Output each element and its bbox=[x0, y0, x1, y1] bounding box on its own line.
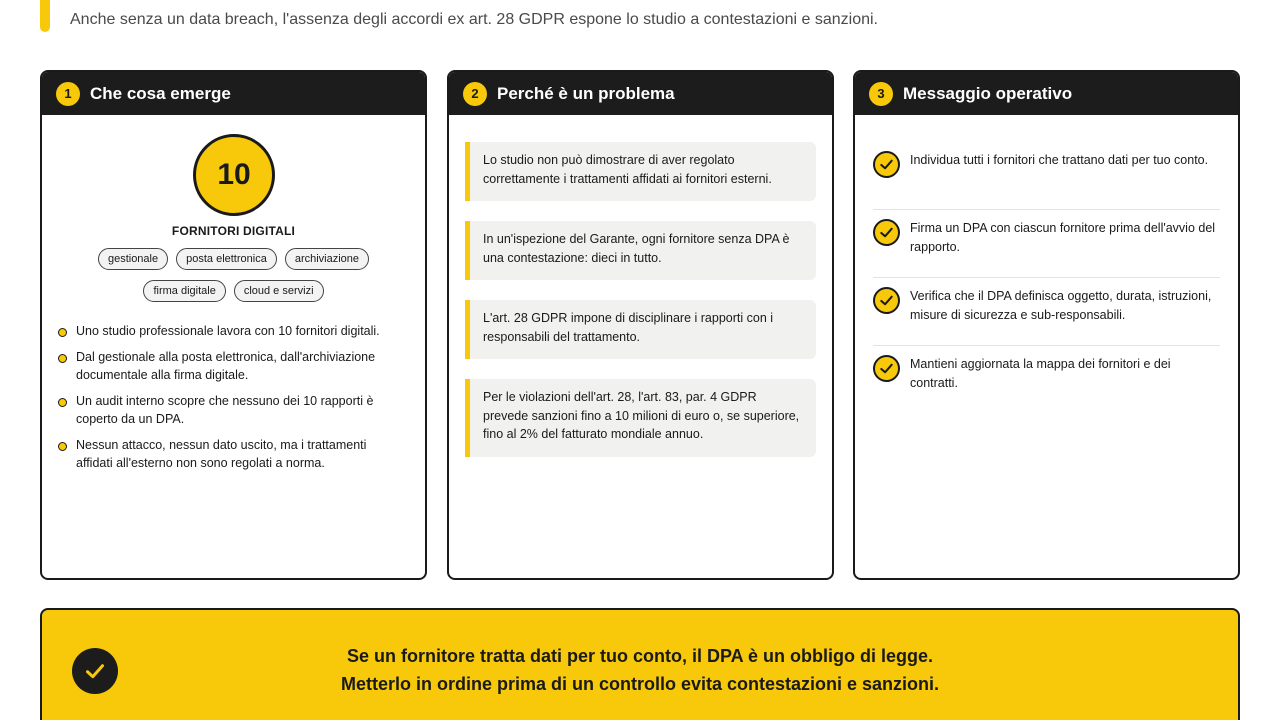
check-icon bbox=[873, 219, 900, 246]
list-item: Nessun attacco, nessun dato uscito, ma i trattamenti affidati all'esterno non sono regolati a norma. bbox=[58, 436, 405, 473]
action-text: Firma un DPA con ciascun fornitore prima dell'avvio del rapporto. bbox=[910, 221, 1216, 254]
card-title: Perché è un problema bbox=[497, 83, 675, 103]
step-number-badge: 2 bbox=[463, 82, 487, 106]
action-text: Verifica che il DPA definisca oggetto, durata, istruzioni, misure di sicurezza e sub-responsabili. bbox=[910, 289, 1212, 322]
action-text: Individua tutti i fornitori che trattano dati per tuo conto. bbox=[910, 153, 1209, 167]
top-accent-bar bbox=[40, 0, 50, 32]
check-icon bbox=[72, 648, 118, 694]
card-operational-message bbox=[853, 70, 1240, 580]
action-item bbox=[873, 210, 1220, 278]
problem-item: In un'ispezione del Garante, ogni fornitore senza DPA è una contestazione: dieci in tutto. bbox=[465, 221, 816, 280]
problem-item: L'art. 28 GDPR impone di disciplinare i rapporti con i responsabili del trattamento. bbox=[465, 300, 816, 359]
chip-cloud-servizi: cloud e servizi bbox=[234, 280, 324, 302]
check-icon bbox=[873, 355, 900, 382]
problem-item: Lo studio non può dimostrare di aver regolato correttamente i trattamenti affidati ai fornitori esterni. bbox=[465, 142, 816, 201]
page-subtitle: Anche senza un data breach, l'assenza degli accordi ex art. 28 GDPR espone lo studio a contestazioni e sanzioni. bbox=[70, 11, 878, 28]
card-title: Che cosa emerge bbox=[90, 83, 231, 103]
chip-firma-digitale: firma digitale bbox=[143, 280, 225, 302]
step-number-badge: 3 bbox=[869, 82, 893, 106]
banner-text bbox=[142, 642, 1138, 698]
card-header bbox=[449, 72, 832, 115]
key-message-banner bbox=[40, 608, 1240, 720]
list-item: Dal gestionale alla posta elettronica, dall'archiviazione documentale alla firma digitale. bbox=[58, 348, 405, 385]
card-header bbox=[855, 72, 1238, 115]
problem-list bbox=[465, 142, 816, 477]
card-title: Messaggio operativo bbox=[903, 83, 1073, 103]
card-header bbox=[42, 72, 425, 115]
supplier-count: 10 bbox=[193, 134, 275, 216]
card-why-problem bbox=[447, 70, 834, 580]
check-icon bbox=[873, 287, 900, 314]
problem-item: Per le violazioni dell'art. 28, l'art. 83, par. 4 GDPR prevede sanzioni fino a 10 milioni di euro o, se superiore, fino al 2% del fatturato mondiale annuo. bbox=[465, 379, 816, 457]
chip-archiviazione: archiviazione bbox=[285, 248, 369, 270]
chip-posta-elettronica: posta elettronica bbox=[176, 248, 277, 270]
chip-row bbox=[62, 280, 405, 302]
banner-line: Se un fornitore tratta dati per tuo conto, il DPA è un obbligo di legge. bbox=[346, 646, 933, 666]
action-text: Mantieni aggiornata la mappa dei fornitori e dei contratti. bbox=[910, 357, 1171, 390]
list-item: Uno studio professionale lavora con 10 fornitori digitali. bbox=[58, 322, 405, 341]
chip-row bbox=[62, 248, 405, 270]
action-item bbox=[873, 278, 1220, 346]
action-item bbox=[873, 142, 1220, 210]
list-item: Un audit interno scopre che nessuno dei 10 rapporti è coperto da un DPA. bbox=[58, 392, 405, 429]
action-list bbox=[873, 142, 1220, 414]
step-number-badge: 1 bbox=[56, 82, 80, 106]
banner-line: Metterlo in ordine prima di un controllo evita contestazioni e sanzioni. bbox=[340, 674, 940, 694]
card-what-emerges bbox=[40, 70, 427, 580]
check-icon bbox=[873, 151, 900, 178]
action-item bbox=[873, 346, 1220, 414]
supplier-count-label: FORNITORI DIGITALI bbox=[171, 224, 296, 238]
chip-gestionale: gestionale bbox=[98, 248, 168, 270]
findings-list bbox=[58, 322, 405, 480]
